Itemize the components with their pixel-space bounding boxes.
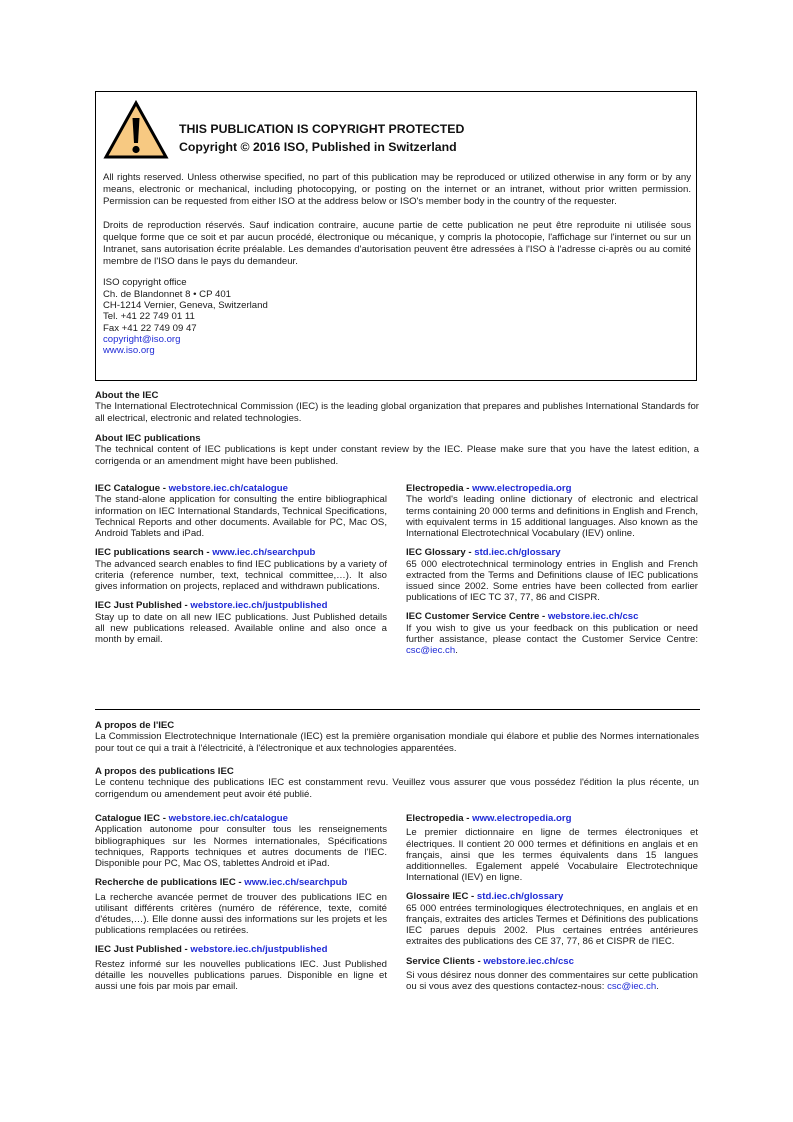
iso-office: ISO copyright office <box>103 277 187 289</box>
copyright-title-line2: Copyright © 2016 ISO, Published in Switzerland <box>179 140 457 154</box>
iso-fax: Fax +41 22 749 09 47 <box>103 322 197 334</box>
csc-link[interactable]: webstore.iec.ch/csc <box>483 955 574 967</box>
english-right-column <box>406 483 698 664</box>
item-text: Restez informé sur les nouvelles publications IEC. Just Published détaille les nouvelles publications parues. Disponible en ligne et aussi une fois par mois par email. <box>95 958 387 993</box>
catalogue-link[interactable]: webstore.iec.ch/catalogue <box>168 483 288 494</box>
iso-city: CH-1214 Vernier, Geneva, Switzerland <box>103 300 268 312</box>
iec-glossary-item <box>406 547 698 603</box>
item-text: Application autonome pour consulter tous les renseignements bibliographiques sur les Normes internationales, Spécifications techniques, Rapports techniques et autres documents de l'IEC. Disponible pour PC, Mac OS, tablettes Android et iPad. <box>95 824 387 870</box>
customer-service-item <box>406 611 698 656</box>
a-propos-iec-text: La Commission Electrotechnique Internationale (IEC) est la première organisation mondiale qui élabore et publie des Normes internationales pour tout ce qui a trait à l'électricité, à l'électronique et aux technologies apparentées. <box>95 731 699 754</box>
copyright-paragraph-en: All rights reserved. Unless otherwise specified, no part of this publication may be reproduced or utilized otherwise in any form or by any means, electronic or mechanical, including photocopying, or posting on the internet or an intranet, without prior written permission. Permission can be requested from either ISO at the address below or ISO's member body in the country of the requester. <box>103 172 691 208</box>
item-title: IEC publications search - <box>95 547 213 559</box>
csc-text-end: . <box>455 645 458 657</box>
a-propos-publications-text: Le contenu technique des publications IEC est constamment revu. Veuillez vous assurer que vous possédez l'édition la plus récente, un corrigendum ou amendement peut avoir été publié. <box>95 777 699 800</box>
item-text: 65 000 electrotechnical terminology entries in English and French extracted from the Terms and Definitions clause of IEC publications issued since 2002. Some entries have been collected from earlier publications of IEC TC 37, 77, 86 and CISPR. <box>406 558 698 604</box>
a-propos-publications-heading: A propos des publications IEC <box>95 766 234 777</box>
about-iec-heading: About the IEC <box>95 390 159 401</box>
copyright-title-line1: THIS PUBLICATION IS COPYRIGHT PROTECTED <box>179 122 465 136</box>
copyright-title <box>179 120 464 156</box>
french-right-column <box>406 813 698 1000</box>
item-text <box>406 970 698 992</box>
about-iec-text: The International Electrotechnical Commission (IEC) is the leading global organization that prepares and publishes International Standards for all electrical, electronic and related technologies. <box>95 401 699 424</box>
warning-triangle-icon <box>103 100 169 160</box>
a-propos-publications-section <box>95 766 699 800</box>
english-left-column <box>95 483 387 653</box>
item-text: 65 000 entrées terminologiques électrotechniques, en anglais et en français, extraites des articles Termes et Définitions des publications IEC parues depuis 2002. Plus certaines entrées antérieures extraites des publications des CE 37, 77, 86 et CISPR de l'IEC. <box>406 902 698 948</box>
item-text: The advanced search enables to find IEC publications by a variety of criteria (reference number, text, technical committee,…). It also gives information on projects, replaced and withdrawn publications. <box>95 558 387 593</box>
csc-text: If you wish to give us your feedback on this publication or need further assistance, please contact the Customer Service Centre: <box>406 622 698 646</box>
justpublished-link[interactable]: webstore.iec.ch/justpublished <box>190 600 328 612</box>
csc-text: Si vous désirez nous donner des commentaires sur cette publication ou si vous avez des questions contactez-nous: <box>406 970 698 993</box>
item-title: IEC Catalogue - <box>95 483 169 494</box>
item-title: IEC Just Published - <box>95 600 191 612</box>
iso-email-link[interactable]: copyright@iso.org <box>103 333 181 345</box>
iso-street: Ch. de Blandonnet 8 • CP 401 <box>103 288 231 300</box>
csc-text-end: . <box>656 981 659 993</box>
copyright-notice-box <box>95 91 697 381</box>
item-title: Service Clients - <box>406 955 484 967</box>
glossary-link[interactable]: std.iec.ch/glossary <box>474 547 561 559</box>
item-title: IEC Customer Service Centre - <box>406 611 548 623</box>
about-publications-section <box>95 433 699 467</box>
justpublished-link[interactable]: webstore.iec.ch/justpublished <box>190 944 328 956</box>
electropedia-link[interactable]: www.electropedia.org <box>472 483 572 494</box>
item-text: Le premier dictionnaire en ligne de termes électroniques et électriques. Il contient 20 000 termes et définitions en anglais et en français, ainsi que les termes équivalents dans 15 langues additionnelles. Egalement appelé Vocabulaire Electrotechnique International (IEV) en ligne. <box>406 827 698 884</box>
item-text: Stay up to date on all new IEC publications. Just Published details all new publications released. Available online and also once a month by email. <box>95 611 387 646</box>
iso-address <box>103 277 691 356</box>
item-title: Recherche de publications IEC - <box>95 877 245 889</box>
iec-just-published-item <box>95 600 387 645</box>
copyright-paragraph-fr: Droits de reproduction réservés. Sauf indication contraire, aucune partie de cette publication ne peut être reproduite ni utilisée sous quelque forme que ce soit et par aucun procédé, électronique ou mécanique, y compris la photocopie, l'affichage sur l'internet ou sur un Intranet, sans autorisation écrite préalable. Les demandes d'autorisation peuvent être adressées à l'ISO à l'adresse ci-après ou au comité membre de l'ISO dans le pays du demandeur. <box>103 219 691 268</box>
item-text: The stand-alone application for consulting the entire bibliographical information on IEC International Standards, Technical Specifications, Technical Reports and other documents. Available for PC, Mac OS, Android Tablets and iPad. <box>95 494 387 540</box>
item-text <box>406 623 698 657</box>
copyright-body <box>103 172 691 357</box>
catalogue-iec-item <box>95 813 387 869</box>
electropedia-fr-item <box>406 813 698 883</box>
iec-just-published-fr-item <box>95 944 387 992</box>
glossary-link[interactable]: std.iec.ch/glossary <box>476 891 564 903</box>
item-title: Electropedia - <box>406 813 473 824</box>
item-title: Catalogue IEC - <box>95 813 169 824</box>
item-title: Glossaire IEC - <box>406 891 477 903</box>
item-text: La recherche avancée permet de trouver des publications IEC en utilisant différents critères (numéro de référence, texte, comité d'études,…). Elle donne aussi des informations sur les projets et les publications remplacées ou retirées. <box>95 891 387 937</box>
item-title: IEC Glossary - <box>406 547 475 559</box>
a-propos-iec-heading: A propos de l'IEC <box>95 720 175 731</box>
searchpub-link[interactable]: www.iec.ch/searchpub <box>244 877 348 889</box>
catalogue-link[interactable]: webstore.iec.ch/catalogue <box>168 813 288 824</box>
csc-link[interactable]: webstore.iec.ch/csc <box>547 611 639 623</box>
french-left-column <box>95 813 387 1000</box>
a-propos-iec-section <box>95 720 699 754</box>
language-divider <box>95 709 700 710</box>
item-text: The world's leading online dictionary of electronic and electrical terms containing 20 000 terms and definitions in English and French, with equivalent terms in 15 additional languages. Also known as the International Electrotechnical Vocabulary (IEV) online. <box>406 494 698 540</box>
item-title: Electropedia - <box>406 483 473 494</box>
glossaire-iec-item <box>406 891 698 947</box>
electropedia-link[interactable]: www.electropedia.org <box>472 813 572 824</box>
iec-search-item <box>95 547 387 592</box>
item-title: IEC Just Published - <box>95 944 191 956</box>
iec-catalogue-item <box>95 483 387 539</box>
iso-tel: Tel. +41 22 749 01 11 <box>103 311 195 323</box>
about-iec-section <box>95 390 699 424</box>
electropedia-item <box>406 483 698 539</box>
about-publications-text: The technical content of IEC publications is kept under constant review by the IEC. Please make sure that you have the latest edition, a corrigenda or an amendment might have been published. <box>95 444 699 467</box>
searchpub-link[interactable]: www.iec.ch/searchpub <box>212 547 316 559</box>
csc-email-link[interactable]: csc@iec.ch <box>406 645 456 657</box>
recherche-publications-item <box>95 877 387 936</box>
iso-website-link[interactable]: www.iso.org <box>103 345 155 357</box>
service-clients-item <box>406 956 698 993</box>
csc-email-link[interactable]: csc@iec.ch <box>607 981 657 993</box>
about-publications-heading: About IEC publications <box>95 433 201 444</box>
